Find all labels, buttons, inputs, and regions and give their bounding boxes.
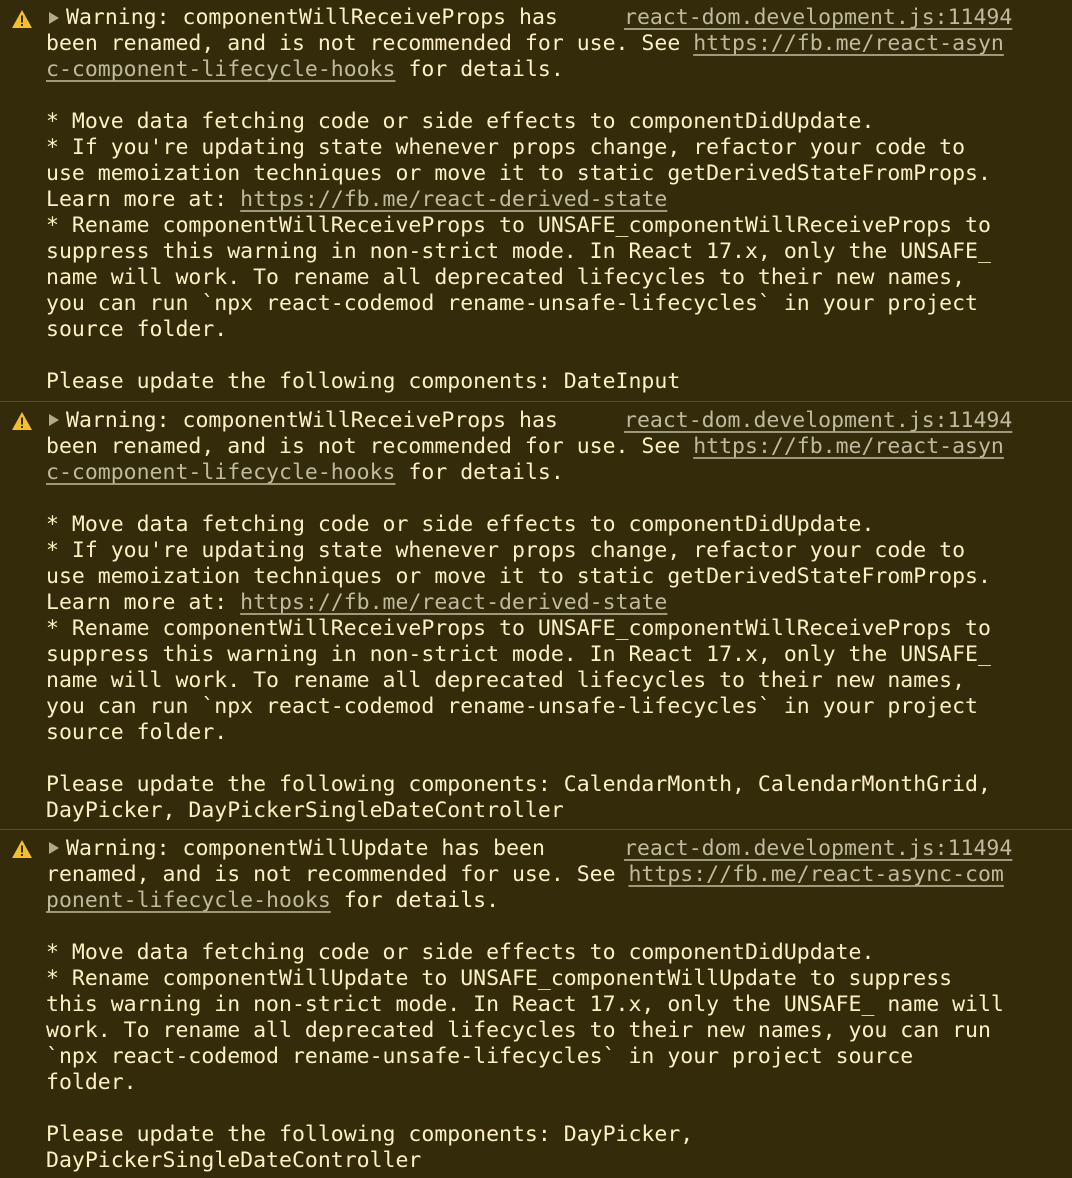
source-link[interactable]: react-dom.development.js:11494 [624, 5, 1013, 30]
bullet-line: work. To rename all deprecated lifecycles to their new names, you can run [46, 1018, 991, 1043]
derived-state-link[interactable]: https://fb.me/react-derived-state [240, 187, 668, 212]
docs-link-continued[interactable]: c-component-lifecycle-hooks [46, 57, 396, 82]
warning-icon [11, 9, 33, 29]
message-text: for details. [395, 57, 564, 82]
warning-first-line: Warning: componentWillUpdate has been [66, 836, 545, 861]
expand-triangle-icon[interactable] [49, 414, 59, 426]
expand-triangle-icon[interactable] [49, 842, 59, 854]
derived-state-link[interactable]: https://fb.me/react-derived-state [240, 590, 668, 615]
bullet-line: source folder. [46, 317, 228, 342]
expand-triangle-icon[interactable] [49, 12, 59, 24]
components-line: Please update the following components: CalendarMonth, CalendarMonthGrid, [46, 772, 991, 797]
bullet-line: source folder. [46, 720, 228, 745]
learn-more-line [46, 187, 667, 213]
bullet-line: folder. [46, 1070, 137, 1095]
warning-first-line: Warning: componentWillReceiveProps has [66, 5, 558, 30]
bullet-line: * Rename componentWillReceiveProps to UNSAFE_componentWillReceiveProps to [46, 213, 991, 238]
bullet-line: name will work. To rename all deprecated lifecycles to their new names, [46, 668, 966, 693]
components-line: Please update the following components: DateInput [46, 369, 681, 394]
bullet-line: * Move data fetching code or side effects to componentDidUpdate. [46, 109, 875, 134]
message-text: been renamed, and is not recommended for use. See [46, 31, 694, 56]
docs-link[interactable]: https://fb.me/react-async-com [628, 862, 1004, 887]
console-warning-message [0, 401, 1072, 828]
bullet-line: use memoization techniques or move it to static getDerivedStateFromProps. [46, 564, 991, 589]
message-line [46, 434, 1004, 460]
source-link[interactable]: react-dom.development.js:11494 [624, 408, 1013, 433]
source-link[interactable]: react-dom.development.js:11494 [624, 836, 1013, 861]
message-line [46, 888, 499, 914]
components-line: DayPicker, DayPickerSingleDateController [46, 798, 564, 823]
message-line [46, 57, 564, 83]
message-text: for details. [395, 460, 564, 485]
bullet-line: suppress this warning in non-strict mode. In React 17.x, only the UNSAFE_ [46, 642, 991, 667]
components-line: DayPickerSingleDateController [46, 1148, 422, 1173]
bullet-line: * Rename componentWillUpdate to UNSAFE_componentWillUpdate to suppress [46, 966, 953, 991]
bullet-line: use memoization techniques or move it to static getDerivedStateFromProps. [46, 161, 991, 186]
message-line [46, 862, 1004, 888]
bullet-line: * If you're updating state whenever props change, refactor your code to [46, 538, 966, 563]
bullet-line: `npx react-codemod rename-unsafe-lifecycles` in your project source [46, 1044, 914, 1069]
console-warning-message [0, 829, 1072, 1178]
bullet-line: this warning in non-strict mode. In React 17.x, only the UNSAFE_ name will [46, 992, 1004, 1017]
bullet-line: you can run `npx react-codemod rename-unsafe-lifecycles` in your project [46, 291, 978, 316]
bullet-line: * Move data fetching code or side effects to componentDidUpdate. [46, 512, 875, 537]
bullet-line: you can run `npx react-codemod rename-unsafe-lifecycles` in your project [46, 694, 978, 719]
learn-more-label: Learn more at: [46, 590, 241, 615]
bullet-line: * Move data fetching code or side effects to componentDidUpdate. [46, 940, 875, 965]
components-line: Please update the following components: DayPicker, [46, 1122, 694, 1147]
message-text: been renamed, and is not recommended for use. See [46, 434, 694, 459]
message-text: for details. [330, 888, 500, 913]
docs-link[interactable]: https://fb.me/react-asyn [693, 434, 1004, 459]
warning-icon [11, 839, 33, 859]
message-line [46, 31, 1004, 57]
console-warning-message [0, 0, 1072, 400]
bullet-line: name will work. To rename all deprecated lifecycles to their new names, [46, 265, 966, 290]
docs-link[interactable]: https://fb.me/react-asyn [693, 31, 1004, 56]
bullet-line: * If you're updating state whenever props change, refactor your code to [46, 135, 966, 160]
warning-first-line: Warning: componentWillReceiveProps has [66, 408, 558, 433]
docs-link-continued[interactable]: ponent-lifecycle-hooks [46, 888, 331, 913]
learn-more-line [46, 590, 667, 616]
bullet-line: * Rename componentWillReceiveProps to UNSAFE_componentWillReceiveProps to [46, 616, 991, 641]
learn-more-label: Learn more at: [46, 187, 241, 212]
warning-icon [11, 411, 33, 431]
docs-link-continued[interactable]: c-component-lifecycle-hooks [46, 460, 396, 485]
bullet-line: suppress this warning in non-strict mode. In React 17.x, only the UNSAFE_ [46, 239, 991, 264]
message-text: renamed, and is not recommended for use. See [46, 862, 629, 887]
message-line [46, 460, 564, 486]
